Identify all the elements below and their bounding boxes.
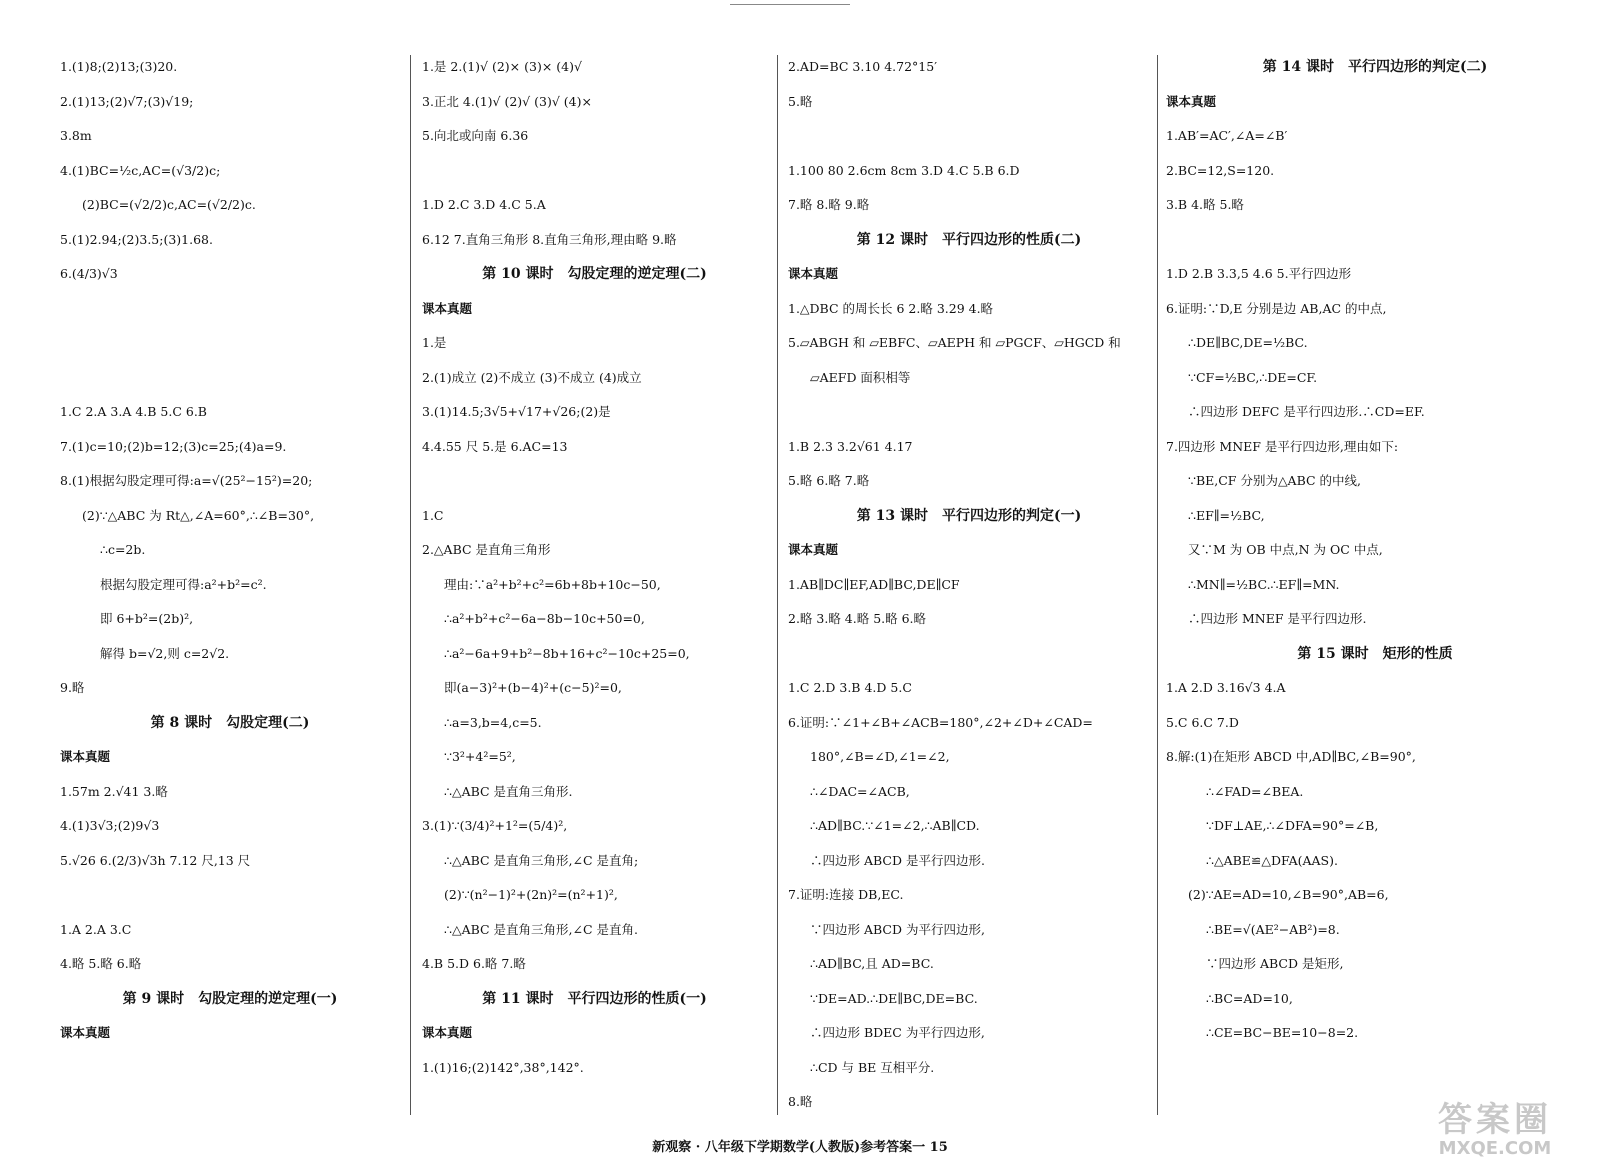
answer-line: 3.8m (60, 128, 92, 143)
answer-line: 1.B 2.3 3.2√61 4.17 (788, 438, 913, 454)
answer-line: ∴BE=√(AE²−AB²)=8. (1206, 921, 1340, 937)
answer-line: ∴四边形 ABCD 是平行四边形. (810, 852, 985, 868)
answer-line: 3.(1)∵(3/4)²+1²=(5/4)², (422, 818, 568, 833)
answer-line: ∴△ABC 是直角三角形. (444, 783, 573, 799)
answer-line: 2.AD=BC 3.10 4.72°15′ (788, 59, 938, 74)
answer-line: ∴a=3,b=4,c=5. (444, 714, 542, 730)
answer-line: 解得 b=√2,则 c=2√2. (100, 645, 230, 661)
blank-gap (60, 878, 400, 913)
answer-line: 4.略 5.略 6.略 (60, 956, 142, 971)
answer-line: 3.B 4.略 5.略 (1166, 197, 1244, 212)
watermark-title: 答案圈 (1438, 1100, 1552, 1140)
answer-line: ∴∠FAD=∠BEA. (1206, 783, 1304, 799)
top-edge-mark (730, 0, 850, 5)
column-1 (60, 50, 400, 1130)
blank-gap (60, 361, 400, 396)
column-divider (777, 55, 778, 1115)
answer-line: ∴CE=BC−BE=10−8=2. (1206, 1025, 1359, 1040)
answer-line: ∴BC=AD=10, (1206, 990, 1293, 1006)
answer-line: 1.57m 2.√41 3.略 (60, 783, 168, 799)
column-divider (410, 55, 411, 1115)
answer-line: 1.AB′=AC′,∠A=∠B′ (1166, 128, 1288, 143)
blank-gap (788, 395, 1150, 430)
answer-line: ∴四边形 BDEC 为平行四边形, (810, 1025, 985, 1040)
answer-line: 3.正北 4.(1)√ (2)√ (3)√ (4)× (422, 93, 592, 109)
answer-line: ∴∠DAC=∠ACB, (810, 783, 910, 799)
answer-line: 1.A 2.A 3.C (60, 921, 132, 937)
answer-line: 理由:∵a²+b²+c²=6b+8b+10c−50, (444, 576, 661, 592)
lesson-heading: 第 13 课时 平行四边形的判定(一) (856, 507, 1082, 524)
answer-line: ∴c=2b. (100, 542, 146, 557)
answer-line: 1.AB∥DC∥EF,AD∥BC,DE∥CF (788, 576, 960, 592)
answer-line: 2.(1)13;(2)√7;(3)√19; (60, 93, 194, 109)
answer-line: 又∵M 为 OB 中点,N 为 OC 中点, (1188, 542, 1383, 557)
answer-line: 8.略 (788, 1094, 813, 1109)
answer-line: 3.(1)14.5;3√5+√17+√26;(2)是 (422, 404, 611, 419)
answer-line: 2.略 3.略 4.略 5.略 6.略 (788, 611, 927, 626)
blank-gap (788, 637, 1150, 672)
answer-line: 即(a−3)²+(b−4)²+(c−5)²=0, (444, 680, 622, 695)
answer-line: ∵BE,CF 分别为△ABC 的中线, (1188, 473, 1362, 488)
answer-line: 1.是 (422, 335, 447, 350)
answer-line: ∴△ABC 是直角三角形,∠C 是直角; (444, 852, 639, 868)
answer-line: ∵四边形 ABCD 为平行四边形, (810, 921, 985, 937)
answer-line: ∴MN∥=½BC.∴EF∥=MN. (1188, 576, 1340, 592)
column-3 (788, 50, 1150, 1130)
answer-line: 1.A 2.D 3.16√3 4.A (1166, 680, 1286, 695)
answer-line: ∴CD 与 BE 互相平分. (810, 1059, 935, 1075)
blank-gap (60, 292, 400, 327)
answer-line: 5.(1)2.94;(2)3.5;(3)1.68. (60, 231, 213, 247)
answer-line: ▱AEFD 面积相等 (810, 369, 911, 385)
answer-line: 4.4.55 尺 5.是 6.AC=13 (422, 438, 568, 454)
lesson-heading: 第 10 课时 勾股定理的逆定理(二) (482, 266, 707, 282)
answer-line: 4.(1)BC=½c,AC=(√3/2)c; (60, 162, 221, 178)
answer-line: 8.解:(1)在矩形 ABCD 中,AD∥BC,∠B=90°, (1166, 749, 1416, 764)
answer-line: ∵四边形 ABCD 是矩形, (1206, 956, 1344, 971)
answer-line: 1.C 2.D 3.B 4.D 5.C (788, 680, 912, 695)
answer-line: (2)∵AE=AD=10,∠B=90°,AB=6, (1188, 887, 1389, 902)
answer-line: 2.(1)成立 (2)不成立 (3)不成立 (4)成立 (422, 369, 642, 385)
lesson-heading: 第 14 课时 平行四边形的判定(二) (1262, 59, 1488, 75)
section-label: 课本真题 (788, 266, 839, 281)
lesson-heading: 第 12 课时 平行四边形的性质(二) (856, 231, 1082, 248)
answer-line: ∵DF⊥AE,∴∠DFA=90°=∠B, (1206, 818, 1379, 833)
blank-gap (788, 119, 1150, 154)
answer-line: 根据勾股定理可得:a²+b²=c². (100, 576, 267, 592)
answer-line: ∴a²−6a+9+b²−8b+16+c²−10c+25=0, (444, 645, 690, 661)
answer-line: 即 6+b²=(2b)², (100, 611, 194, 626)
answer-line: 1.100 80 2.6cm 8cm 3.D 4.C 5.B 6.D (788, 162, 1020, 178)
watermark-logo (1410, 1101, 1580, 1161)
column-4 (1166, 50, 1584, 1130)
blank-gap (1166, 223, 1584, 258)
watermark-url: MXQE.COM (1438, 1138, 1552, 1159)
answer-line: 7.略 8.略 9.略 (788, 197, 870, 212)
answer-line: 1.△DBC 的周长长 6 2.略 3.29 4.略 (788, 300, 994, 316)
column-2 (422, 50, 767, 1130)
lesson-heading: 第 11 课时 平行四边形的性质(一) (482, 990, 707, 1007)
answer-line: 2.△ABC 是直角三角形 (422, 542, 551, 557)
section-label: 课本真题 (788, 542, 839, 557)
answer-line: ∴四边形 DEFC 是平行四边形.∴CD=EF. (1188, 404, 1425, 419)
answer-line: 1.(1)8;(2)13;(3)20. (60, 59, 178, 74)
lesson-heading: 第 15 课时 矩形的性质 (1297, 645, 1453, 662)
answer-line: 5.▱ABGH 和 ▱EBFC、▱AEPH 和 ▱PGCF、▱HGCD 和 (788, 335, 1121, 350)
answer-line: ∵CF=½BC,∴DE=CF. (1188, 369, 1318, 385)
section-label: 课本真题 (422, 1025, 473, 1040)
answer-line: ∵3²+4²=5², (444, 749, 516, 764)
answer-line: 1.C 2.A 3.A 4.B 5.C 6.B (60, 404, 207, 419)
answer-line: ∴a²+b²+c²−6a−8b−10c+50=0, (444, 611, 645, 626)
blank-gap (422, 154, 767, 189)
page-footer: 新观察 · 八年级下学期数学(人教版)参考答案一 15 (652, 1140, 948, 1155)
answer-line: 5.√26 6.(2/3)√3h 7.12 尺,13 尺 (60, 852, 251, 868)
answer-line: 8.(1)根据勾股定理可得:a=√(25²−15²)=20; (60, 473, 313, 488)
answer-line: ∵DE=AD.∴DE∥BC,DE=BC. (810, 990, 978, 1006)
answer-line: ∴EF∥=½BC, (1188, 507, 1265, 523)
answer-line: 9.略 (60, 680, 85, 695)
answer-line: 5.向北或向南 6.36 (422, 128, 529, 143)
answer-line: 5.略 6.略 7.略 (788, 473, 870, 488)
blank-gap (422, 464, 767, 499)
answer-line: 180°,∠B=∠D,∠1=∠2, (810, 749, 950, 764)
answer-line: (2)∵△ABC 为 Rt△,∠A=60°,∴∠B=30°, (82, 507, 315, 523)
answer-line: (2)BC=(√2/2)c,AC=(√2/2)c. (82, 197, 256, 212)
answer-line: 6.证明:∵D,E 分别是边 AB,AC 的中点, (1166, 300, 1387, 316)
lesson-heading: 第 9 课时 勾股定理的逆定理(一) (122, 990, 338, 1007)
section-label: 课本真题 (1166, 93, 1217, 109)
answer-line: 1.C (422, 507, 444, 523)
blank-gap (60, 326, 400, 361)
lesson-heading: 第 8 课时 勾股定理(二) (150, 714, 310, 731)
answer-line: 4.(1)3√3;(2)9√3 (60, 818, 160, 833)
answer-line: 6.(4/3)√3 (60, 266, 118, 281)
answer-line: 2.BC=12,S=120. (1166, 162, 1275, 178)
answer-line: ∴四边形 MNEF 是平行四边形. (1188, 611, 1367, 626)
answer-line: 1.D 2.C 3.D 4.C 5.A (422, 197, 546, 212)
answer-line: ∴AD∥BC.∵∠1=∠2,∴AB∥CD. (810, 818, 980, 833)
answer-line: ∴△ABC 是直角三角形,∠C 是直角. (444, 921, 639, 937)
column-divider (1157, 55, 1158, 1115)
section-label: 课本真题 (60, 1025, 111, 1040)
section-label: 课本真题 (422, 300, 473, 316)
answer-line: 5.C 6.C 7.D (1166, 714, 1239, 730)
answer-line: 7.证明:连接 DB,EC. (788, 887, 904, 902)
section-label: 课本真题 (60, 749, 111, 764)
answer-line: 1.(1)16;(2)142°,38°,142°. (422, 1059, 584, 1075)
answer-line: 6.证明:∵∠1+∠B+∠ACB=180°,∠2+∠D+∠CAD= (788, 714, 1093, 730)
answer-line: 7.(1)c=10;(2)b=12;(3)c=25;(4)a=9. (60, 438, 287, 454)
answer-line: (2)∵(n²−1)²+(2n)²=(n²+1)², (444, 887, 618, 902)
answer-line: 6.12 7.直角三角形 8.直角三角形,理由略 9.略 (422, 231, 677, 247)
answer-line: 5.略 (788, 93, 813, 109)
answer-line: ∴DE∥BC,DE=½BC. (1188, 335, 1308, 350)
answer-line: 4.B 5.D 6.略 7.略 (422, 956, 526, 971)
answer-line: 1.是 2.(1)√ (2)× (3)× (4)√ (422, 59, 582, 74)
answer-line: ∴△ABE≌△DFA(AAS). (1206, 852, 1338, 868)
answer-line: ∴AD∥BC,且 AD=BC. (810, 956, 934, 971)
answer-line: 1.D 2.B 3.3,5 4.6 5.平行四边形 (1166, 266, 1352, 281)
answer-line: 7.四边形 MNEF 是平行四边形,理由如下: (1166, 438, 1399, 454)
